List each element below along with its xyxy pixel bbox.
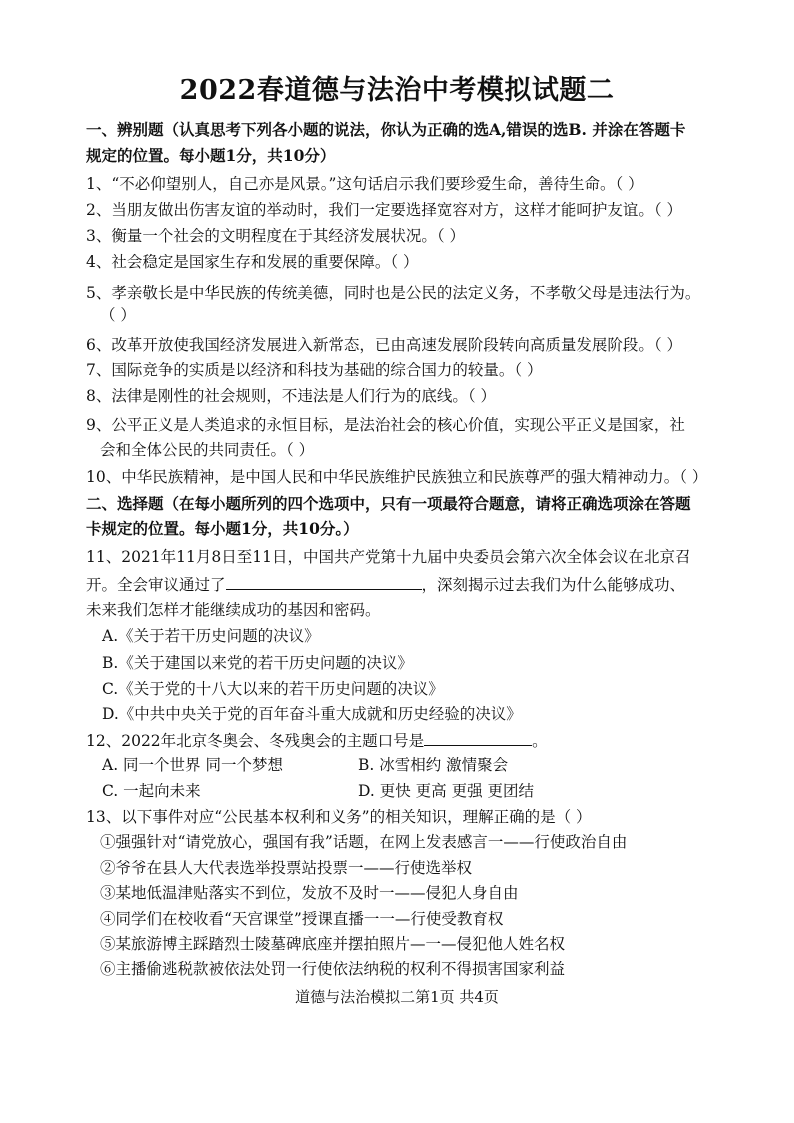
- section2-heading-line1: 二、选择题（在每小题所列的四个选项中，只有一项最符合题意，请将正确选项涂在答题: [86, 494, 691, 513]
- q11-option-c: C.《关于党的十八大以来的若干历史问题的决议》: [102, 680, 444, 698]
- q11-option-b: B.《关于建国以来党的若干历史问题的决议》: [102, 654, 413, 672]
- section1-heading-line1: 一、辨别题（认真思考下列各小题的说法，你认为正确的选A,错误的选B. 并涂在答题卡: [86, 120, 686, 139]
- judge-item-7: 7、国际竞争的实质是以经济和科技为基础的综合国力的较量。（ ）: [86, 361, 543, 379]
- judge-item-8: 8、法律是刚性的社会规则，不违法是人们行为的底线。（ ）: [86, 387, 497, 405]
- judge-item-3: 3、衡量一个社会的文明程度在于其经济发展状况。（ ）: [86, 227, 466, 245]
- q12-stem-part-b: 。: [532, 732, 548, 750]
- section2-heading-line2: 卡规定的位置。每小题1分，共10分。）: [86, 519, 359, 538]
- q12-option-a: A. 同一个世界 同一个梦想: [102, 756, 283, 774]
- section1-heading-line2: 规定的位置。每小题1分，共10分）: [86, 146, 336, 165]
- q13-item-5: ⑤某旅游博主踩踏烈士陵墓碑底座并摆拍照片—一—侵犯他人姓名权: [100, 935, 566, 953]
- q13-item-4: ④同学们在校收看“天宫课堂”授课直播一一—行使受教育权: [100, 910, 504, 928]
- q11-stem-line2: [86, 573, 685, 597]
- judge-item-5-paren: （ ）: [100, 306, 136, 324]
- q11-option-d: D.《中共中央关于党的百年奋斗重大成就和历史经验的决议》: [102, 705, 522, 723]
- judge-item-4: 4、社会稳定是国家生存和发展的重要保障。（ ）: [86, 253, 419, 271]
- q11-answer-blank: [226, 573, 422, 590]
- q12-option-c: C. 一起向未来: [102, 782, 201, 800]
- q12-option-d: D. 更快 更高 更强 更团结: [358, 782, 535, 800]
- judge-item-1: 1、“不必仰望别人，自己亦是风景。”这句话启示我们要珍爱生命，善待生命。（ ）: [86, 175, 644, 193]
- judge-item-9: 9、公平正义是人类追求的永恒目标，是法治社会的核心价值，实现公平正义是国家，社: [86, 416, 685, 434]
- q12-answer-blank: [424, 729, 532, 746]
- judge-item-5: 5、孝亲敬长是中华民族的传统美德，同时也是公民的法定义务，不孝敬父母是违法行为。: [86, 284, 701, 302]
- q12-stem: [86, 729, 548, 753]
- q13-item-6: ⑥主播偷逃税款被依法处罚一行使依法纳税的权利不得损害国家利益: [100, 960, 566, 978]
- page-title: 2022春道德与法治中考模拟试题二: [179, 75, 615, 106]
- q13-stem: 13、以下事件对应“公民基本权利和义务”的相关知识，理解正确的是（ ）: [86, 808, 592, 826]
- judge-item-9-cont: 会和全体公民的共同责任。（ ）: [100, 441, 315, 459]
- q11-stem-part-a: 开。全会审议通过了: [86, 576, 226, 594]
- q13-item-3: ③某地低温津贴落实不到位，发放不及时一——侵犯人身自由: [100, 884, 519, 902]
- q13-item-2: ②爷爷在县人大代表选举投票站投票一——行使选举权: [100, 859, 473, 877]
- judge-item-6: 6、改革开放使我国经济发展进入新常态，已由高速发展阶段转向高质量发展阶段。（ ）: [86, 336, 683, 354]
- judge-item-2: 2、当朋友做出伤害友谊的举动时，我们一定要选择宽容对方，这样才能呵护友谊。（ ）: [86, 201, 683, 219]
- q13-item-1: ①强强针对“请党放心，强国有我”话题，在网上发表感言一——行使政治自由: [100, 833, 628, 851]
- q11-stem-line3: 未来我们怎样才能继续成功的基因和密码。: [86, 601, 381, 619]
- page-footer: 道德与法治模拟二第1页 共4页: [295, 988, 499, 1006]
- q12-option-b: B. 冰雪相约 激情聚会: [358, 756, 509, 774]
- q12-stem-part-a: 12、2022年北京冬奥会、冬残奥会的主题口号是: [86, 732, 425, 750]
- q11-stem-line1: 11、2021年11月8日至11日，中国共产党第十九届中央委员会第六次全体会议在北京召: [86, 548, 691, 566]
- q11-stem-part-b: ，深刻揭示过去我们为什么能够成功、: [421, 576, 686, 594]
- judge-item-10: 10、中华民族精神，是中国人民和中华民族维护民族独立和民族尊严的强大精神动力。（ ）: [86, 468, 708, 486]
- q11-option-a: A.《关于若干历史问题的决议》: [102, 627, 320, 645]
